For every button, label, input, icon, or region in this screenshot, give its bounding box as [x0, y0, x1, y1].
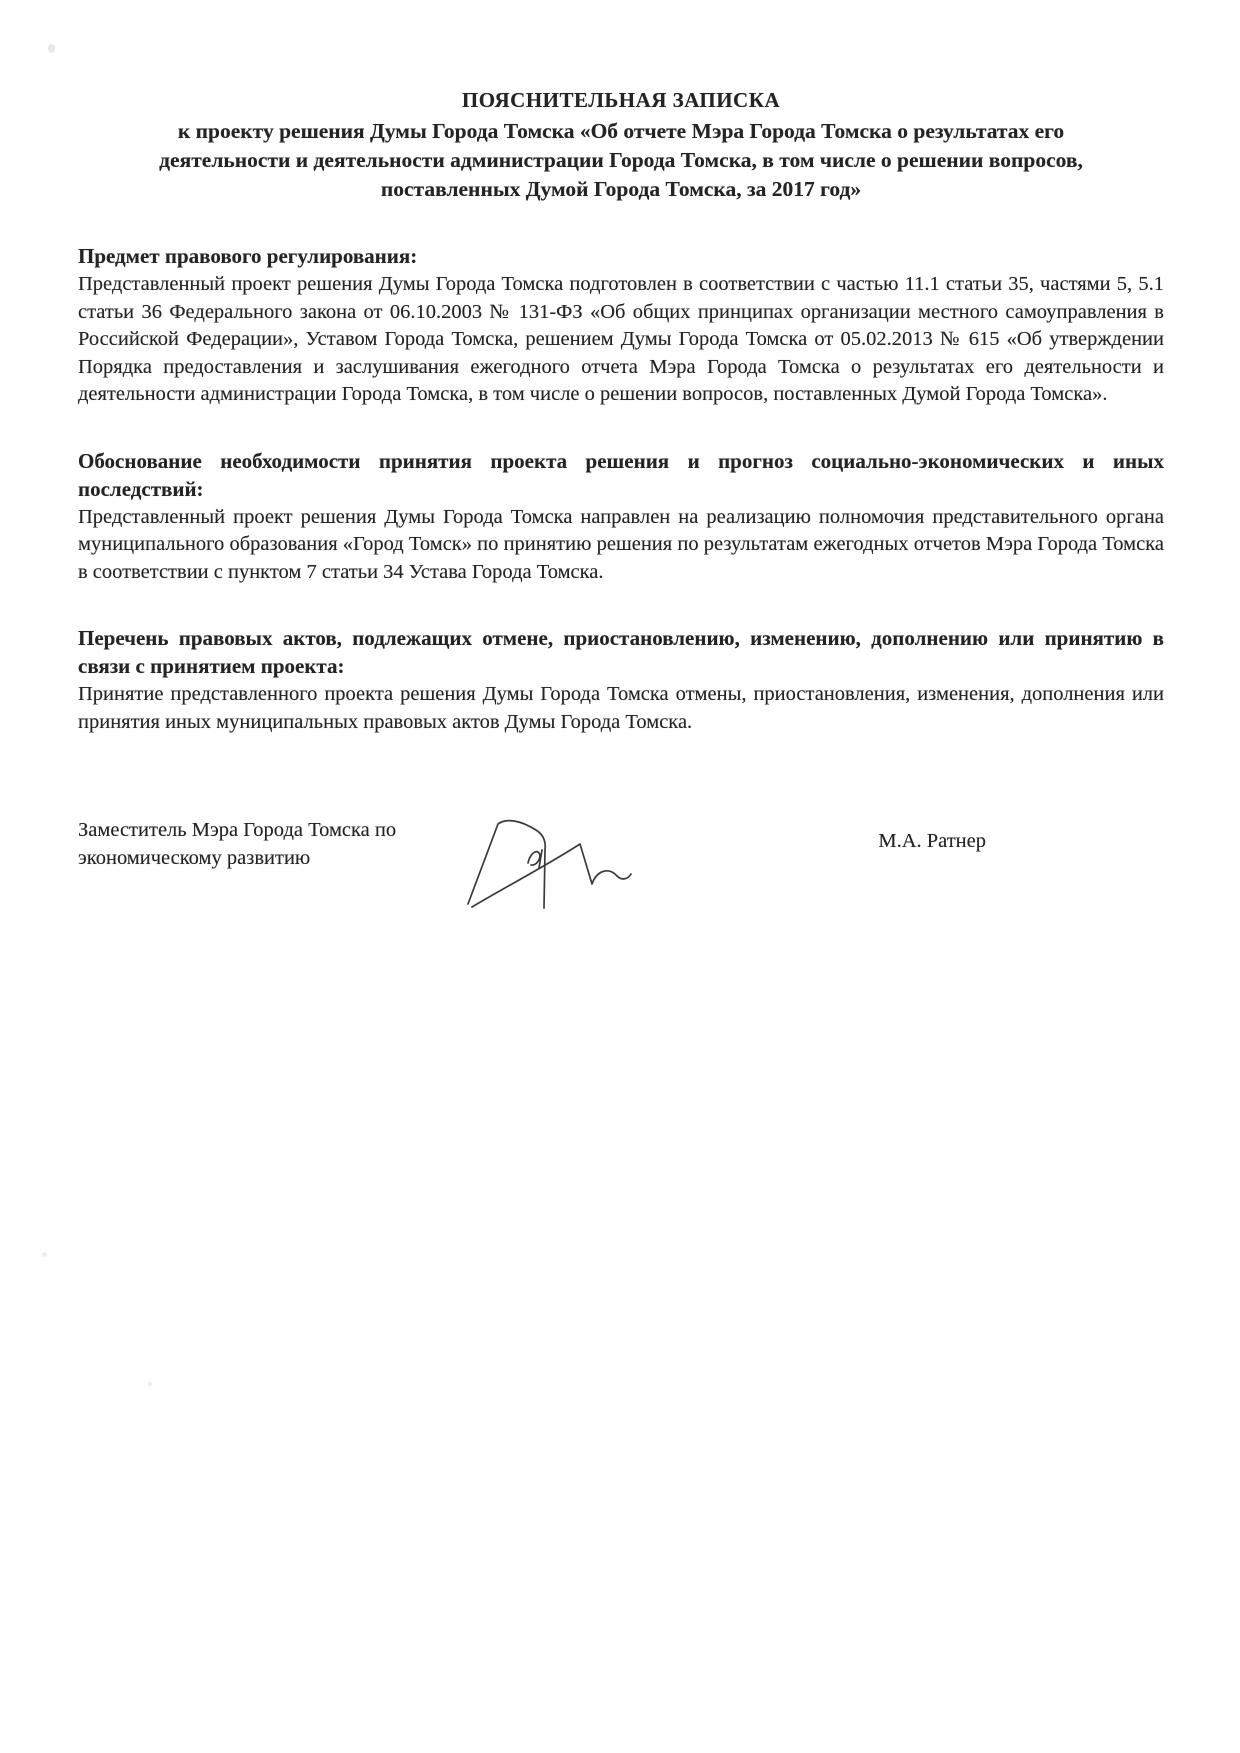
signatory-name: М.А. Ратнер [878, 830, 986, 852]
section-justification [78, 447, 1164, 587]
scan-speck [148, 1382, 152, 1386]
document-subtitle: к проекту решения Думы Города Томска «Об отчете Мэра Города Томска о результатах его деятельности и деятельности администрации Города Томска, в том числе о решении вопросов, поставленных Думой Города Томска, за 2017 год» [159, 119, 1083, 201]
section-heading: Перечень правовых актов, подлежащих отмене, приостановлению, изменению, дополнению или принятию в связи с принятием проекта: [78, 626, 1164, 678]
signature-block [78, 816, 1164, 911]
section-heading: Обоснование необходимости принятия проекта решения и прогноз социально-экономических и иных последствий: [78, 448, 1164, 501]
section-body: Принятие представленного проекта решения Думы Города Томска отмены, приостановления, изменения, дополнения или принятия иных муниципальных правовых актов Думы Города Томска. [78, 683, 1164, 733]
section-heading: Предмет правового регулирования: [78, 244, 418, 268]
scan-speck [48, 44, 55, 53]
section-legal-subject [78, 242, 1164, 409]
section-body: Представленный проект решения Думы Города Томска подготовлен в соответствии с частью 11.1 статьи 35, частями 5, 5.1 статьи 36 Федерального закона от 06.10.2003 № 131-ФЗ «Об общих принципах организации местного самоуправления в Российской Федерации», Уставом Города Томска, решением Думы Города Томска от 05.02.2013 № 615 «Об утверждении Порядка предоставления и заслушивания ежегодного отчета Мэра Города Томска о результатах его деятельности и деятельности администрации Города Томска, в том числе о решении вопросов, поставленных Думой Города Томска». [78, 273, 1164, 405]
section-acts-list [78, 624, 1164, 736]
signature-icon [458, 816, 633, 911]
signatory-position: Заместитель Мэра Города Томска по экономическому развитию [78, 819, 397, 869]
document-title: ПОЯСНИТЕЛЬНАЯ ЗАПИСКА [461, 88, 781, 112]
section-body: Представленный проект решения Думы Города Томска направлен на реализацию полномочия представительного органа муниципального образования «Город Томск» по принятию решения по результатам ежегодных отчетов Мэра Города Томска в соответствии с пунктом 7 статьи 34 Устава Города Томска. [78, 505, 1164, 583]
document-content [78, 88, 1164, 911]
scan-speck [42, 1252, 47, 1257]
